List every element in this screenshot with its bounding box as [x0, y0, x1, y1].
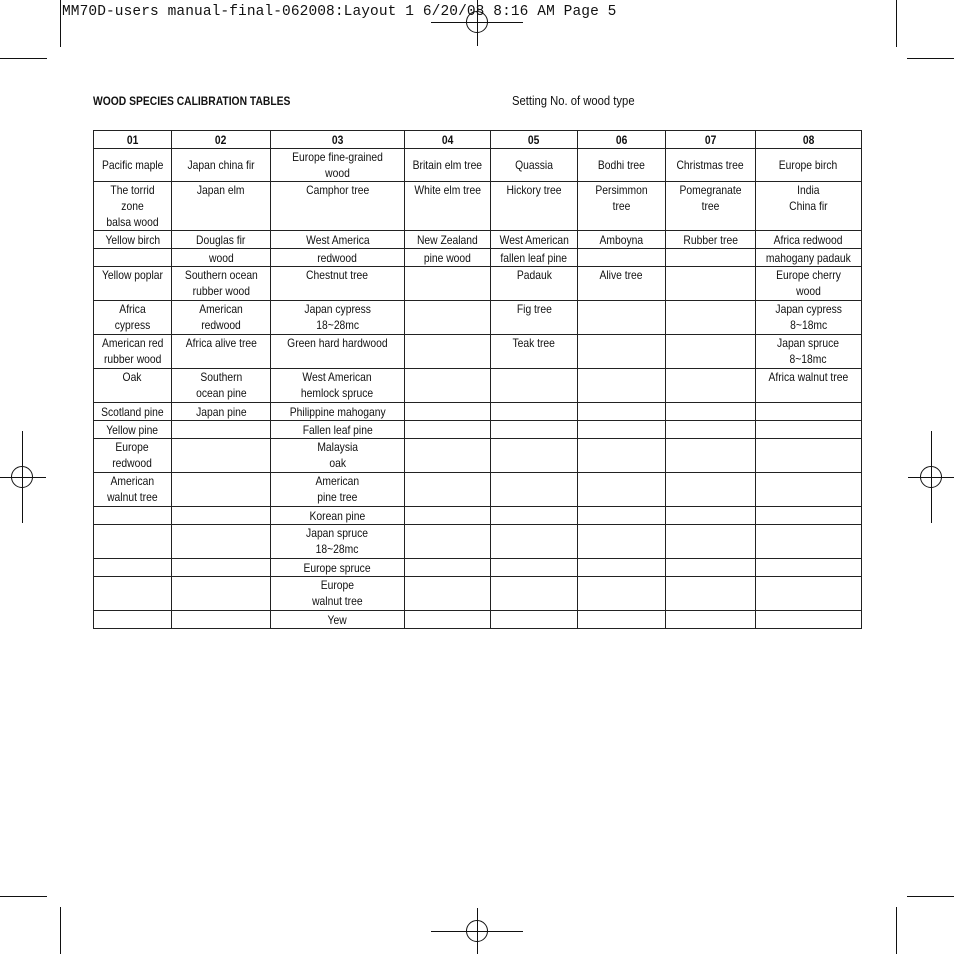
table-cell	[94, 231, 172, 249]
table-cell	[666, 231, 756, 249]
wood-species-name: Japan pine	[195, 404, 247, 419]
table-cell	[405, 182, 491, 231]
table-cell	[172, 421, 271, 439]
wood-species-name: India China fir	[789, 183, 828, 213]
table-cell	[578, 335, 666, 369]
wood-species-name: American redwood	[199, 302, 243, 332]
table-row	[94, 421, 862, 439]
table-cell	[578, 439, 666, 473]
table-cell	[666, 149, 756, 182]
table-row	[94, 439, 862, 473]
table-cell	[94, 403, 172, 421]
wood-species-name: Europe fine-grained wood	[292, 150, 383, 180]
column-header-label: 04	[441, 132, 454, 147]
wood-species-name: Teak tree	[512, 336, 556, 350]
wood-species-name: Southern ocean rubber wood	[184, 268, 258, 298]
table-cell	[94, 335, 172, 369]
table-cell	[666, 335, 756, 369]
table-cell	[94, 559, 172, 577]
table-cell	[491, 267, 578, 301]
table-cell	[94, 525, 172, 559]
table-cell	[271, 439, 405, 473]
wood-species-name: New Zealand	[417, 232, 478, 247]
table-cell	[666, 473, 756, 507]
table-cell	[94, 577, 172, 611]
wood-species-name: Pacific maple	[101, 158, 164, 172]
table-cell	[491, 369, 578, 403]
table-cell	[578, 403, 666, 421]
table-cell	[271, 559, 405, 577]
table-row	[94, 559, 862, 577]
table-row	[94, 149, 862, 182]
table-cell	[94, 439, 172, 473]
table-cell	[172, 149, 271, 182]
table-cell	[578, 507, 666, 525]
table-cell	[271, 335, 405, 369]
wood-species-name: Southern ocean pine	[195, 370, 247, 400]
table-cell	[666, 525, 756, 559]
wood-species-name: American pine tree	[315, 474, 360, 504]
wood-species-name: Bodhi tree	[597, 158, 646, 172]
table-cell	[405, 301, 491, 335]
table-cell	[94, 473, 172, 507]
table-cell	[578, 249, 666, 267]
table-header-row	[94, 131, 862, 149]
table-cell	[578, 231, 666, 249]
table-cell	[172, 369, 271, 403]
table-cell	[405, 421, 491, 439]
table-cell	[94, 267, 172, 301]
wood-species-name: American walnut tree	[107, 474, 158, 504]
wood-species-name: West American	[499, 232, 569, 247]
table-cell	[666, 577, 756, 611]
calibration-table	[93, 130, 862, 629]
column-header	[94, 131, 172, 149]
wood-species-name: Oak	[123, 370, 142, 384]
wood-species-name: Yellow birch	[105, 232, 160, 247]
wood-species-name: Africa redwood	[774, 232, 843, 247]
column-header	[491, 131, 578, 149]
table-cell	[491, 577, 578, 611]
wood-species-name: Japan spruce 18~28mc	[306, 526, 369, 556]
table-cell	[756, 369, 862, 403]
table-cell	[405, 507, 491, 525]
table-row	[94, 403, 862, 421]
table-cell	[405, 231, 491, 249]
table-cell	[756, 301, 862, 335]
wood-species-name: Pomegranate tree	[679, 183, 742, 213]
table-cell	[271, 403, 405, 421]
table-row	[94, 369, 862, 403]
table-cell	[405, 525, 491, 559]
table-cell	[756, 403, 862, 421]
table-cell	[172, 335, 271, 369]
table-cell	[271, 473, 405, 507]
column-header-label: 01	[126, 132, 139, 147]
wood-species-name: mahogany padauk	[766, 250, 851, 265]
wood-species-name: Camphor tree	[305, 183, 370, 197]
wood-species-name: Amboyna	[599, 232, 644, 247]
table-cell	[756, 249, 862, 267]
wood-species-name: Fig tree	[516, 302, 552, 316]
table-cell	[756, 473, 862, 507]
table-cell	[172, 525, 271, 559]
table-cell	[405, 149, 491, 182]
column-header	[271, 131, 405, 149]
table-cell	[172, 231, 271, 249]
wood-species-name: Africa alive tree	[185, 336, 257, 350]
wood-species-name: Yellow pine	[106, 422, 159, 437]
table-cell	[172, 301, 271, 335]
column-header-label: 07	[704, 132, 717, 147]
wood-species-name: Philippine mahogany	[289, 404, 386, 419]
column-header	[578, 131, 666, 149]
table-cell	[405, 577, 491, 611]
table-cell	[578, 577, 666, 611]
column-header-label: 03	[331, 132, 344, 147]
table-row	[94, 231, 862, 249]
table-cell	[666, 421, 756, 439]
table-cell	[491, 149, 578, 182]
table-cell	[94, 369, 172, 403]
table-cell	[172, 403, 271, 421]
table-cell	[756, 182, 862, 231]
table-cell	[578, 182, 666, 231]
table-row	[94, 182, 862, 231]
table-cell	[756, 267, 862, 301]
wood-species-name: Japan china fir	[187, 158, 255, 172]
wood-species-name: Fallen leaf pine	[302, 422, 373, 437]
wood-species-name: Europe walnut tree	[312, 578, 363, 608]
table-row	[94, 267, 862, 301]
table-cell	[271, 301, 405, 335]
table-cell	[405, 611, 491, 629]
table-cell	[405, 403, 491, 421]
table-cell	[491, 335, 578, 369]
table-cell	[172, 611, 271, 629]
table-cell	[94, 301, 172, 335]
table-cell	[756, 559, 862, 577]
table-cell	[271, 507, 405, 525]
wood-species-name: Yew	[327, 612, 348, 627]
table-cell	[578, 525, 666, 559]
table-cell	[578, 301, 666, 335]
wood-species-name: redwood	[317, 250, 358, 265]
wood-species-name: Japan elm	[197, 183, 245, 197]
table-cell	[666, 507, 756, 525]
column-header-label: 08	[802, 132, 815, 147]
column-header-label: 02	[215, 132, 227, 147]
table-row	[94, 611, 862, 629]
table-cell	[491, 301, 578, 335]
table-row	[94, 507, 862, 525]
wood-species-name: wood	[208, 250, 234, 265]
table-cell	[405, 559, 491, 577]
wood-species-name: Europe birch	[779, 158, 838, 172]
table-cell	[405, 369, 491, 403]
table-cell	[491, 249, 578, 267]
table-cell	[271, 611, 405, 629]
table-cell	[491, 439, 578, 473]
wood-species-name: Green hard hardwood	[287, 336, 388, 350]
crop-mark-top-left-h	[0, 58, 47, 59]
wood-species-name: Chestnut tree	[306, 268, 369, 282]
table-row	[94, 301, 862, 335]
table-cell	[271, 525, 405, 559]
table-cell	[271, 149, 405, 182]
crop-mark-bottom-left-h	[0, 896, 47, 897]
crop-mark-top-left-v	[60, 0, 61, 47]
table-cell	[666, 182, 756, 231]
wood-species-name: Korean pine	[309, 508, 366, 523]
wood-species-name: White elm tree	[414, 183, 481, 197]
print-slug-line: MM70D-users manual-final-062008:Layout 1 6/20/08 8:16 AM Page 5	[62, 4, 617, 20]
column-header-label: 06	[615, 132, 628, 147]
table-cell	[756, 577, 862, 611]
column-header	[666, 131, 756, 149]
crop-mark-top-right-v	[896, 0, 897, 47]
table-cell	[271, 577, 405, 611]
wood-species-name: West America	[305, 232, 370, 247]
table-cell	[172, 507, 271, 525]
table-cell	[666, 249, 756, 267]
wood-species-name: Persimmon tree	[595, 183, 648, 213]
wood-species-name: Africa walnut tree	[768, 370, 849, 384]
crop-mark-top-right-h	[907, 58, 954, 59]
wood-species-name: Christmas tree	[676, 158, 745, 172]
table-cell	[666, 611, 756, 629]
wood-species-name: Quassia	[515, 158, 553, 172]
table-cell	[756, 507, 862, 525]
wood-species-name: American red rubber wood	[101, 336, 164, 366]
table-cell	[666, 267, 756, 301]
column-header	[405, 131, 491, 149]
table-cell	[666, 559, 756, 577]
wood-species-name: Europe redwood	[112, 440, 153, 470]
table-cell	[578, 421, 666, 439]
setting-number-label: Setting No. of wood type	[512, 94, 635, 108]
table-cell	[94, 249, 172, 267]
table-cell	[756, 611, 862, 629]
table-cell	[666, 403, 756, 421]
wood-species-name: Japan spruce 8~18mc	[777, 336, 840, 366]
table-cell	[756, 231, 862, 249]
column-header	[172, 131, 271, 149]
table-row	[94, 249, 862, 267]
table-cell	[271, 369, 405, 403]
crop-mark-bottom-left-v	[60, 907, 61, 954]
table-cell	[491, 421, 578, 439]
wood-species-name: Africa cypress	[114, 302, 151, 332]
wood-species-name: West American hemlock spruce	[301, 370, 374, 400]
table-cell	[172, 267, 271, 301]
table-cell	[172, 182, 271, 231]
wood-species-name: Scotland pine	[101, 404, 164, 419]
wood-species-name: Europe cherry wood	[776, 268, 841, 298]
crop-mark-bottom-right-v	[896, 907, 897, 954]
table-cell	[405, 267, 491, 301]
table-cell	[491, 611, 578, 629]
table-cell	[94, 611, 172, 629]
wood-species-name: Douglas fir	[196, 232, 246, 247]
table-cell	[578, 611, 666, 629]
wood-species-name: Rubber tree	[683, 232, 738, 247]
table-cell	[271, 249, 405, 267]
table-cell	[172, 559, 271, 577]
table-cell	[271, 267, 405, 301]
table-cell	[491, 473, 578, 507]
table-cell	[491, 507, 578, 525]
table-cell	[666, 439, 756, 473]
table-cell	[172, 439, 271, 473]
table-cell	[578, 559, 666, 577]
table-cell	[578, 267, 666, 301]
table-cell	[491, 231, 578, 249]
wood-species-name: Japan cypress 18~28mc	[304, 302, 371, 332]
table-cell	[578, 473, 666, 507]
wood-species-name: The torrid zone balsa wood	[106, 183, 159, 229]
table-cell	[271, 182, 405, 231]
table-cell	[491, 403, 578, 421]
table-row	[94, 473, 862, 507]
table-row	[94, 335, 862, 369]
table-cell	[756, 525, 862, 559]
table-cell	[94, 421, 172, 439]
crop-mark-bottom-right-h	[907, 896, 954, 897]
wood-species-name: Europe spruce	[303, 560, 372, 575]
section-title: WOOD SPECIES CALIBRATION TABLES	[93, 94, 291, 108]
table-cell	[491, 525, 578, 559]
wood-species-name: Hickory tree	[506, 183, 562, 197]
table-cell	[491, 559, 578, 577]
table-cell	[94, 182, 172, 231]
table-row	[94, 577, 862, 611]
table-cell	[94, 149, 172, 182]
table-cell	[578, 149, 666, 182]
table-cell	[405, 249, 491, 267]
column-header-label: 05	[528, 132, 540, 147]
wood-species-name: pine wood	[423, 250, 472, 265]
table-cell	[405, 473, 491, 507]
table-cell	[94, 507, 172, 525]
wood-species-name: fallen leaf pine	[500, 250, 568, 265]
table-cell	[756, 439, 862, 473]
table-cell	[666, 301, 756, 335]
table-cell	[271, 231, 405, 249]
wood-species-name: Malaysia oak	[317, 440, 358, 470]
table-cell	[405, 439, 491, 473]
table-cell	[271, 421, 405, 439]
table-row	[94, 525, 862, 559]
table-cell	[578, 369, 666, 403]
wood-species-name: Alive tree	[599, 268, 644, 282]
wood-species-name: Britain elm tree	[412, 158, 483, 172]
table-cell	[491, 182, 578, 231]
table-cell	[756, 421, 862, 439]
wood-species-name: Japan cypress 8~18mc	[775, 302, 842, 332]
table-cell	[756, 335, 862, 369]
table-cell	[172, 249, 271, 267]
table-cell	[172, 577, 271, 611]
table-cell	[172, 473, 271, 507]
table-cell	[756, 149, 862, 182]
table-cell	[405, 335, 491, 369]
table-cell	[666, 369, 756, 403]
wood-species-name: Yellow poplar	[101, 268, 164, 282]
wood-species-name: Padauk	[516, 268, 552, 282]
column-header	[756, 131, 862, 149]
